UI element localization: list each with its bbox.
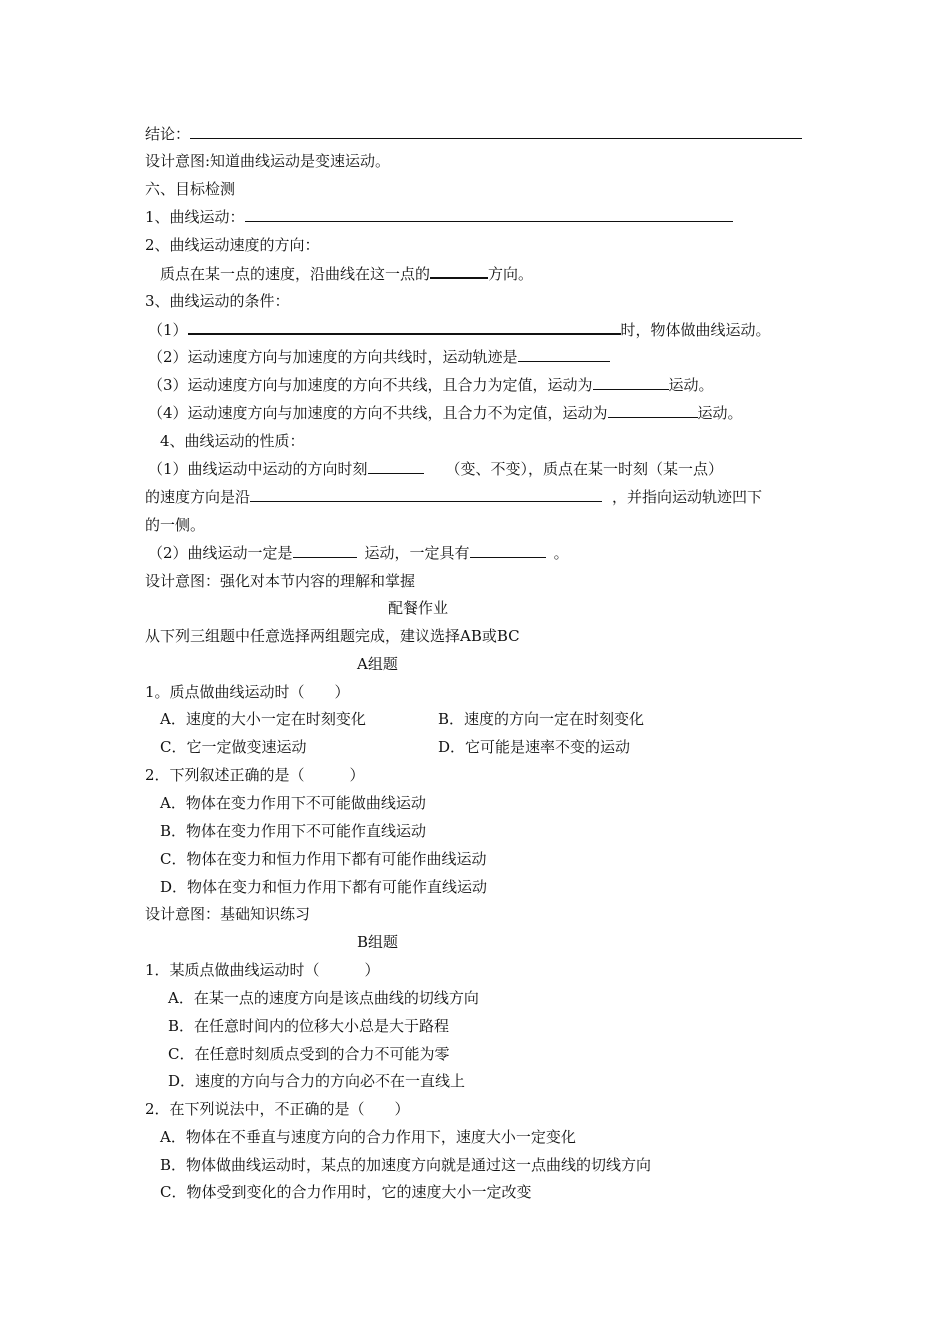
q4-p2-text-c: 。	[553, 544, 569, 562]
q2-blank[interactable]	[430, 263, 488, 279]
q4-p1-text-d: ，并指向运动轨迹凹下	[612, 488, 763, 506]
q3-title: 3、曲线运动的条件：	[145, 292, 290, 310]
section-heading-6: 六、目标检测	[145, 180, 236, 198]
group-b-title: B组题	[357, 933, 399, 951]
group-a-design-intent: 设计意图：基础知识练习	[145, 905, 311, 923]
q3-c2-line	[148, 347, 610, 367]
q2-text-b: 方向。	[488, 265, 534, 283]
homework-note: 从下列三组题中任意选择两组题完成，建议选择AB或BC	[145, 627, 520, 645]
design-intent-2: 设计意图：强化对本节内容的理解和掌握	[145, 572, 416, 590]
q1-blank[interactable]	[245, 207, 733, 222]
q1-label: 1、曲线运动：	[145, 208, 245, 226]
conclusion-blank[interactable]	[190, 124, 802, 139]
group-a-q2-stem: 2．下列叙述正确的是（ ）	[145, 766, 365, 784]
group-a-q1-options-row-1	[160, 709, 366, 729]
q4-p2-blank-1[interactable]	[293, 543, 357, 558]
q4-p1-blank-2[interactable]	[250, 487, 602, 502]
q2-text-line	[160, 263, 533, 284]
conclusion-line	[145, 124, 802, 144]
q3-c3-blank[interactable]	[593, 375, 669, 390]
q3-c3-text-b: 运动。	[668, 376, 714, 394]
group-a-q2-option-a: A．物体在变力作用下不可能做曲线运动	[160, 794, 426, 812]
q4-p2-text-a: （2）曲线运动一定是	[148, 544, 293, 562]
q4-p1-line-1	[148, 459, 723, 479]
group-a-q1-option-d: D．它可能是速率不变的运动	[438, 738, 631, 756]
q3-c4-line	[148, 403, 743, 423]
q3-c4-text-a: （4）运动速度方向与加速度的方向不共线，且合力不为定值，运动为	[148, 404, 608, 422]
q3-c2-blank[interactable]	[518, 347, 610, 362]
q4-p1-blank-1[interactable]	[368, 459, 424, 474]
q3-c4-text-b: 运动。	[697, 404, 743, 422]
q3-c1-suffix: 时，物体做曲线运动。	[620, 321, 771, 339]
q4-p1-text-a: （1）曲线运动中运动的方向时刻	[148, 460, 368, 478]
q3-c2-text: （2）运动速度方向与加速度的方向共线时，运动轨迹是	[148, 348, 518, 366]
group-b-q1-option-b: B．在任意时间内的位移大小总是大于路程	[168, 1017, 450, 1035]
q3-c1-line	[148, 319, 771, 340]
group-a-q2-option-d: D．物体在变力和恒力作用下都有可能作直线运动	[160, 878, 488, 896]
group-b-q2-option-c: C．物体受到变化的合力作用时，它的速度大小一定改变	[160, 1183, 532, 1201]
q3-c3-line	[148, 375, 714, 395]
q4-p2-text-b: 运动，一定具有	[364, 544, 470, 562]
q4-p1-text-c: 的速度方向是沿	[145, 488, 251, 506]
group-b-q1-option-a: A．在某一点的速度方向是该点曲线的切线方向	[168, 989, 479, 1007]
q4-p2-line	[148, 543, 569, 563]
q3-c1-blank[interactable]	[188, 319, 621, 335]
homework-title: 配餐作业	[388, 599, 449, 617]
design-intent-1: 设计意图:知道曲线运动是变速运动。	[145, 152, 391, 170]
q2-title: 2、曲线运动速度的方向：	[145, 236, 320, 254]
q4-p1-text-b: （变、不变），质点在某一时刻（某一点）	[445, 460, 724, 478]
group-a-q1-option-c: C．它一定做变速运动	[160, 738, 307, 756]
group-a-q1-option-a: A．速度的大小一定在时刻变化	[160, 710, 366, 728]
group-b-q2-stem: 2．在下列说法中，不正确的是（ ）	[145, 1100, 410, 1118]
group-b-q2-option-a: A．物体在不垂直与速度方向的合力作用下，速度大小一定变化	[160, 1128, 576, 1146]
group-b-q1-option-c: C．在任意时刻质点受到的合力不可能为零	[168, 1045, 450, 1063]
q4-p1-line-3: 的一侧。	[145, 516, 206, 534]
group-b-q1-option-d: D．速度的方向与合力的方向必不在一直线上	[168, 1072, 466, 1090]
q4-p2-blank-2[interactable]	[470, 543, 546, 558]
group-a-q2-option-b: B．物体在变力作用下不可能作直线运动	[160, 822, 427, 840]
group-a-q2-option-c: C．物体在变力和恒力作用下都有可能作曲线运动	[160, 850, 487, 868]
q1-line	[145, 207, 733, 227]
q3-c4-blank[interactable]	[608, 403, 698, 418]
q2-text-a: 质点在某一点的速度，沿曲线在这一点的	[160, 265, 431, 283]
conclusion-label: 结论：	[145, 125, 191, 143]
q3-c3-text-a: （3）运动速度方向与加速度的方向不共线，且合力为定值，运动为	[148, 376, 593, 394]
q3-c1-prefix: （1）	[148, 321, 188, 339]
group-b-q2-option-b: B．物体做曲线运动时，某点的加速度方向就是通过这一点曲线的切线方向	[160, 1156, 652, 1174]
q4-title: 4、曲线运动的性质：	[160, 432, 305, 450]
group-b-q1-stem: 1．某质点做曲线运动时（ ）	[145, 961, 380, 979]
group-a-q1-stem: 1。质点做曲线运动时（ ）	[145, 683, 350, 701]
q4-p1-line-2	[145, 487, 762, 507]
group-a-title: A组题	[357, 655, 398, 673]
group-a-q1-option-b: B．速度的方向一定在时刻变化	[438, 710, 645, 728]
